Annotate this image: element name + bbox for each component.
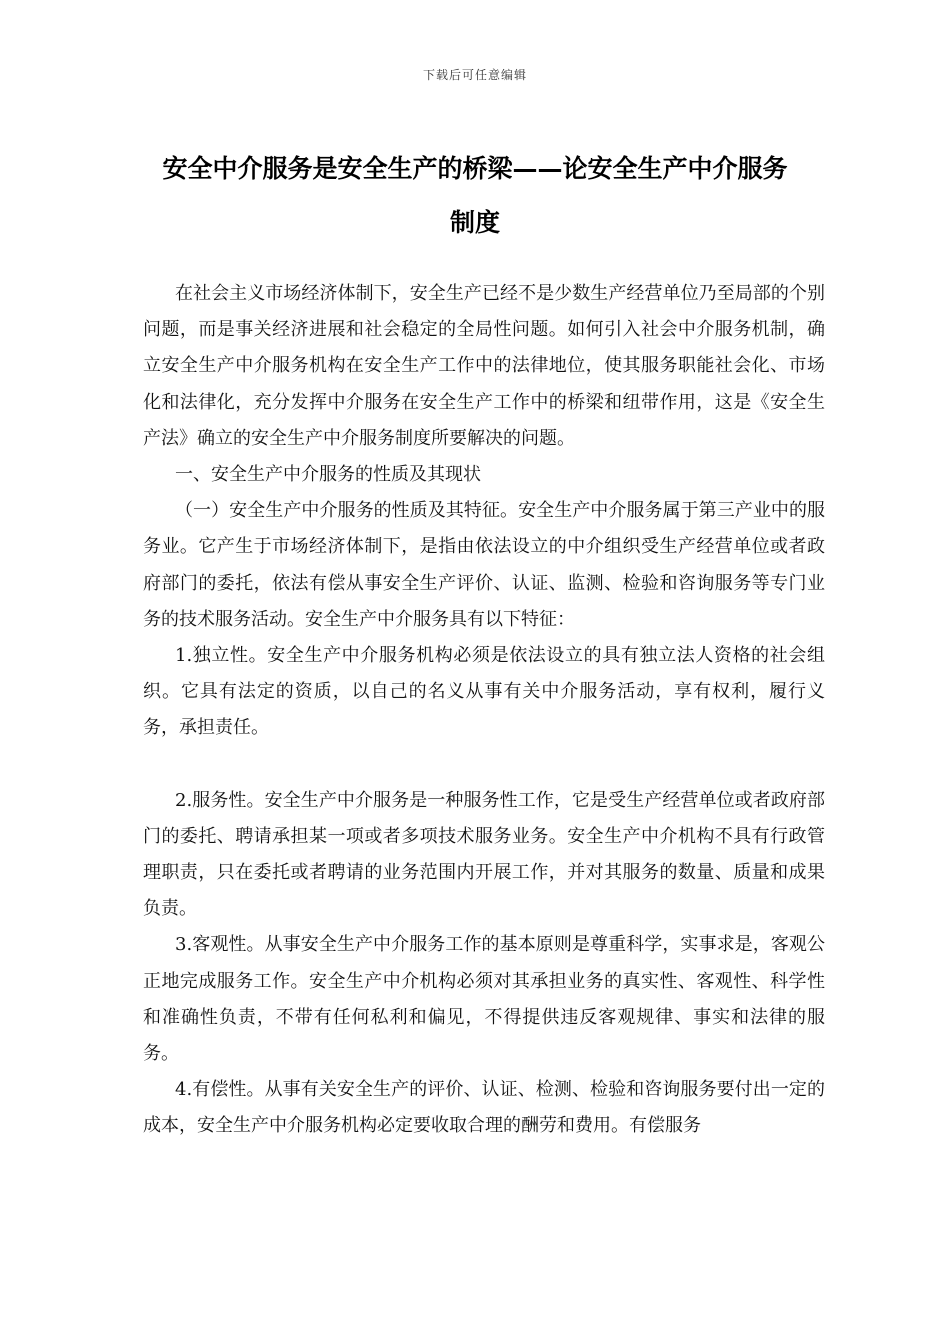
paragraph-compensation: 4.有偿性。从事有关安全生产的评价、认证、检测、检验和咨询服务要付出一定的成本，安全生产中介服务机构必定要收取合理的酬劳和费用。有偿服务: [143, 1079, 825, 1137]
paragraph-objectivity: 3.客观性。从事安全生产中介服务工作的基本原则是尊重科学，实事求是，客观公正地完成服务工作。安全生产中介机构必须对其承担业务的真实性、客观性、科学性和准确性负责，不带有任何私利和偏见，不得提供违反客观规律、事实和法律的服务。: [143, 934, 825, 1065]
title-line-2: 制度: [449, 208, 500, 237]
document-body: [143, 276, 825, 1145]
paragraph-nature: （一）安全生产中介服务的性质及其特征。安全生产中介服务属于第三产业中的服务业。它产生于市场经济体制下，是指由依法设立的中介组织受生产经营单位或者政府部门的委托，依法有偿从事安全生产评价、认证、监测、检验和咨询服务等专门业务的技术服务活动。安全生产中介服务具有以下特征：: [143, 500, 825, 630]
section-heading-1: 一、安全生产中介服务的性质及其现状: [175, 464, 481, 486]
paragraph-intro: 在社会主义市场经济体制下，安全生产已经不是少数生产经营单位乃至局部的个别问题，而是事关经济进展和社会稳定的全局性问题。如何引入社会中介服务机制，确立安全生产中介服务机构在安全生产工作中的法律地位，使其服务职能社会化、市场化和法律化，充分发挥中介服务在安全生产工作中的桥梁和纽带作用，这是《安全生产法》确立的安全生产中介服务制度所要解决的问题。: [143, 283, 825, 449]
paragraph-service: 2.服务性。安全生产中介服务是一种服务性工作，它是受生产经营单位或者政府部门的委托、聘请承担某一项或者多项技术服务业务。安全生产中介机构不具有行政管理职责，只在委托或者聘请的业务范围内开展工作，并对其服务的数量、质量和成果负责。: [143, 789, 825, 920]
header-note: 下载后可任意编辑: [422, 68, 527, 82]
title-line-1: 安全中介服务是安全生产的桥梁——论安全生产中介服务: [162, 154, 788, 183]
blank-line: [143, 747, 825, 783]
document-title: [120, 142, 830, 250]
paragraph-independence: 1.独立性。安全生产中介服务机构必须是依法设立的具有独立法人资格的社会组织。它具有法定的资质，以自己的名义从事有关中介服务活动，享有权利，履行义务，承担责任。: [143, 645, 825, 739]
